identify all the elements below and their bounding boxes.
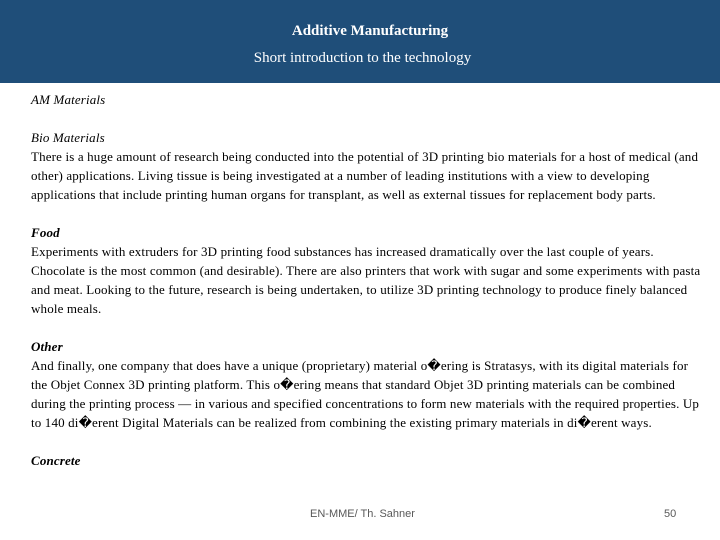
footer-author: EN-MME/ Th. Sahner [310,508,415,520]
slide-header [0,0,720,83]
spacer [31,109,707,128]
section-heading-food: Food [31,225,60,240]
spacer [31,204,707,223]
section-body-bio-materials: There is a huge amount of research being conducted into the potential of 3D printing bio materials for a host of medical (and other) applications. Living tissue is being investigated at a number of leading institutions with a view to developing applications that include printing human organs for transplant, as well as external tissues for replacement body parts. [31,149,699,202]
slide-title: Additive Manufacturing [291,23,449,39]
spacer [31,432,707,451]
spacer [31,318,707,337]
section-heading-other: Other [31,339,63,354]
section-heading-concrete: Concrete [31,453,81,468]
section-body-other: And finally, one company that does have a unique (proprietary) material o�ering is Stratasys, with its digital materials for the Objet Connex 3D printing platform. This o�ering means that standard Objet 3D printing materials can be combined during the printing process — in various and specified concentrations to form new materials with the required properties. Up to 140 di�erent Digital Materials can be realized from combining the existing primary materials in di�erent ways. [31,358,700,430]
section-body-food: Experiments with extruders for 3D printing food substances has increased dramatically over the last couple of years. Chocolate is the most common (and desirable). There are also printers that work with sugar and some experiments with pasta and meat. Looking to the future, research is being undertaken, to utilize 3D printing technology to produce finely balanced whole meals. [31,244,701,316]
slide-content [31,90,707,470]
slide-subtitle: Short introduction to the technology [253,50,472,66]
page-number: 50 [664,508,677,520]
section-label: AM Materials [31,92,106,107]
section-heading-bio-materials: Bio Materials [31,130,105,145]
